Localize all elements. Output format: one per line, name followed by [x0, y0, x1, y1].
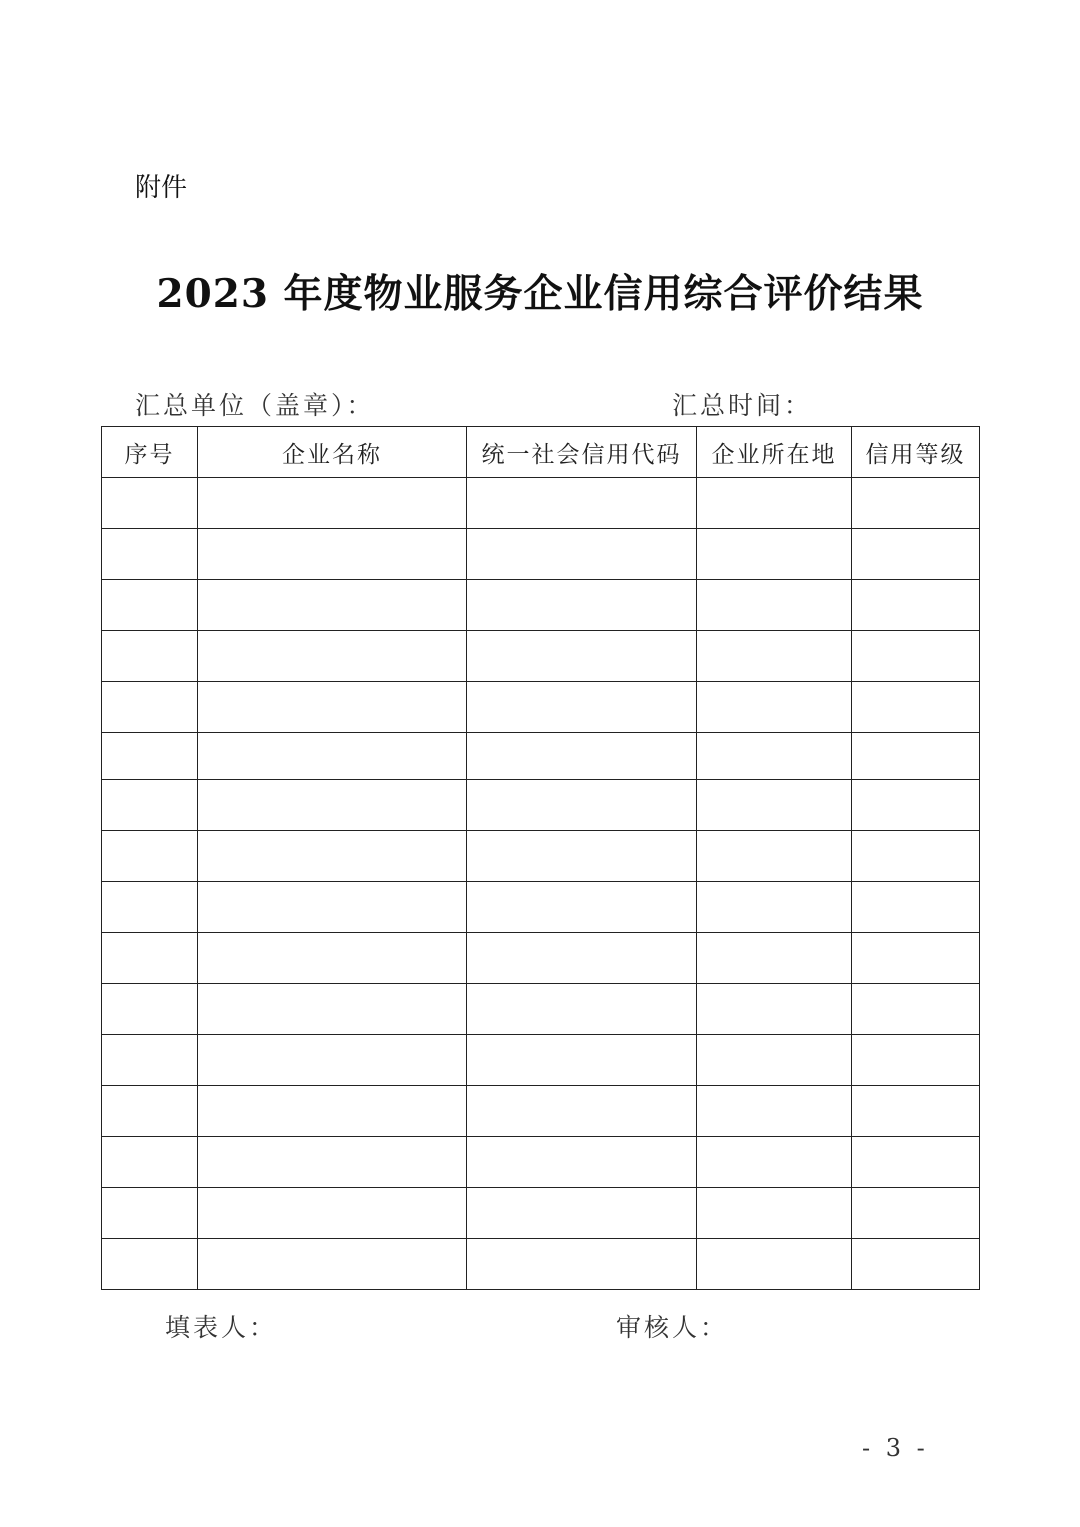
table-cell — [198, 1035, 467, 1086]
table-cell — [467, 1035, 697, 1086]
header-credit-code: 统一社会信用代码 — [467, 427, 697, 478]
header-serial-number: 序号 — [102, 427, 198, 478]
table-cell — [102, 478, 198, 529]
table-cell — [198, 682, 467, 733]
table-cell — [467, 984, 697, 1035]
table-cell — [102, 529, 198, 580]
table-cell — [697, 733, 852, 780]
table-cell — [198, 1137, 467, 1188]
table-cell — [467, 478, 697, 529]
evaluation-table — [101, 426, 980, 1290]
table-row — [102, 529, 980, 580]
table-cell — [852, 1188, 980, 1239]
table-row — [102, 478, 980, 529]
table-cell — [102, 1086, 198, 1137]
table-cell — [467, 631, 697, 682]
table-cell — [467, 882, 697, 933]
table-cell — [852, 933, 980, 984]
table-cell — [852, 631, 980, 682]
page-number: - 3 - — [862, 1434, 929, 1462]
table-cell — [198, 1188, 467, 1239]
summary-time-label: 汇总时间： — [672, 391, 813, 420]
table-cell — [852, 733, 980, 780]
table-row — [102, 882, 980, 933]
table-cell — [198, 780, 467, 831]
table-cell — [697, 682, 852, 733]
table-cell — [467, 682, 697, 733]
table-cell — [102, 882, 198, 933]
table-cell — [697, 984, 852, 1035]
table-cell — [198, 1239, 467, 1290]
table-row — [102, 1239, 980, 1290]
table-cell — [852, 529, 980, 580]
table-cell — [467, 1239, 697, 1290]
table-body — [102, 478, 980, 1290]
table-cell — [198, 631, 467, 682]
table-cell — [198, 580, 467, 631]
table-cell — [697, 580, 852, 631]
summary-unit-label: 汇总单位（盖章）： — [135, 391, 375, 420]
table-row — [102, 933, 980, 984]
table-cell — [198, 733, 467, 780]
table-cell — [852, 1035, 980, 1086]
table-cell — [697, 478, 852, 529]
table-cell — [697, 1188, 852, 1239]
table-cell — [852, 984, 980, 1035]
table-cell — [467, 529, 697, 580]
table-cell — [467, 933, 697, 984]
table-cell — [697, 631, 852, 682]
table-cell — [102, 1239, 198, 1290]
table-cell — [852, 478, 980, 529]
table-cell — [852, 1137, 980, 1188]
table-row — [102, 1137, 980, 1188]
table-cell — [697, 1086, 852, 1137]
table-cell — [852, 1086, 980, 1137]
table-cell — [198, 933, 467, 984]
table-row — [102, 733, 980, 780]
table-cell — [467, 1137, 697, 1188]
table-row — [102, 984, 980, 1035]
table-row — [102, 580, 980, 631]
table-row — [102, 780, 980, 831]
table-cell — [198, 529, 467, 580]
header-company-location: 企业所在地 — [697, 427, 852, 478]
reviewer-label: 审核人： — [616, 1313, 729, 1342]
table-cell — [198, 882, 467, 933]
table-cell — [467, 733, 697, 780]
table-row — [102, 1035, 980, 1086]
filler-label: 填表人： — [165, 1313, 278, 1342]
table-cell — [697, 831, 852, 882]
table-cell — [102, 831, 198, 882]
table-cell — [102, 1137, 198, 1188]
header-credit-grade: 信用等级 — [852, 427, 980, 478]
table-cell — [467, 831, 697, 882]
table-cell — [467, 780, 697, 831]
table-cell — [198, 984, 467, 1035]
table-cell — [102, 933, 198, 984]
table-row — [102, 831, 980, 882]
table-cell — [697, 529, 852, 580]
table-cell — [852, 580, 980, 631]
table-row — [102, 631, 980, 682]
table-row — [102, 1086, 980, 1137]
table-cell — [852, 1239, 980, 1290]
table-row — [102, 682, 980, 733]
table-cell — [697, 882, 852, 933]
table-cell — [697, 1035, 852, 1086]
table-cell — [198, 1086, 467, 1137]
table-cell — [467, 1086, 697, 1137]
table-cell — [102, 1188, 198, 1239]
table-cell — [102, 682, 198, 733]
table-row — [102, 1188, 980, 1239]
table-cell — [102, 780, 198, 831]
table-cell — [102, 631, 198, 682]
table-cell — [198, 478, 467, 529]
table-cell — [102, 580, 198, 631]
table-cell — [102, 1035, 198, 1086]
table-cell — [852, 831, 980, 882]
table-cell — [852, 682, 980, 733]
table-cell — [852, 882, 980, 933]
header-company-name: 企业名称 — [198, 427, 467, 478]
table-cell — [198, 831, 467, 882]
table-cell — [102, 984, 198, 1035]
table-cell — [697, 1239, 852, 1290]
attachment-label: 附件 — [135, 173, 188, 203]
table-cell — [852, 780, 980, 831]
document-title: 2023 年度物业服务企业信用综合评价结果 — [156, 271, 924, 317]
table-cell — [102, 733, 198, 780]
table-cell — [697, 933, 852, 984]
table-cell — [697, 1137, 852, 1188]
table-header-row — [102, 427, 980, 478]
table-cell — [467, 580, 697, 631]
table-cell — [697, 780, 852, 831]
table-cell — [467, 1188, 697, 1239]
